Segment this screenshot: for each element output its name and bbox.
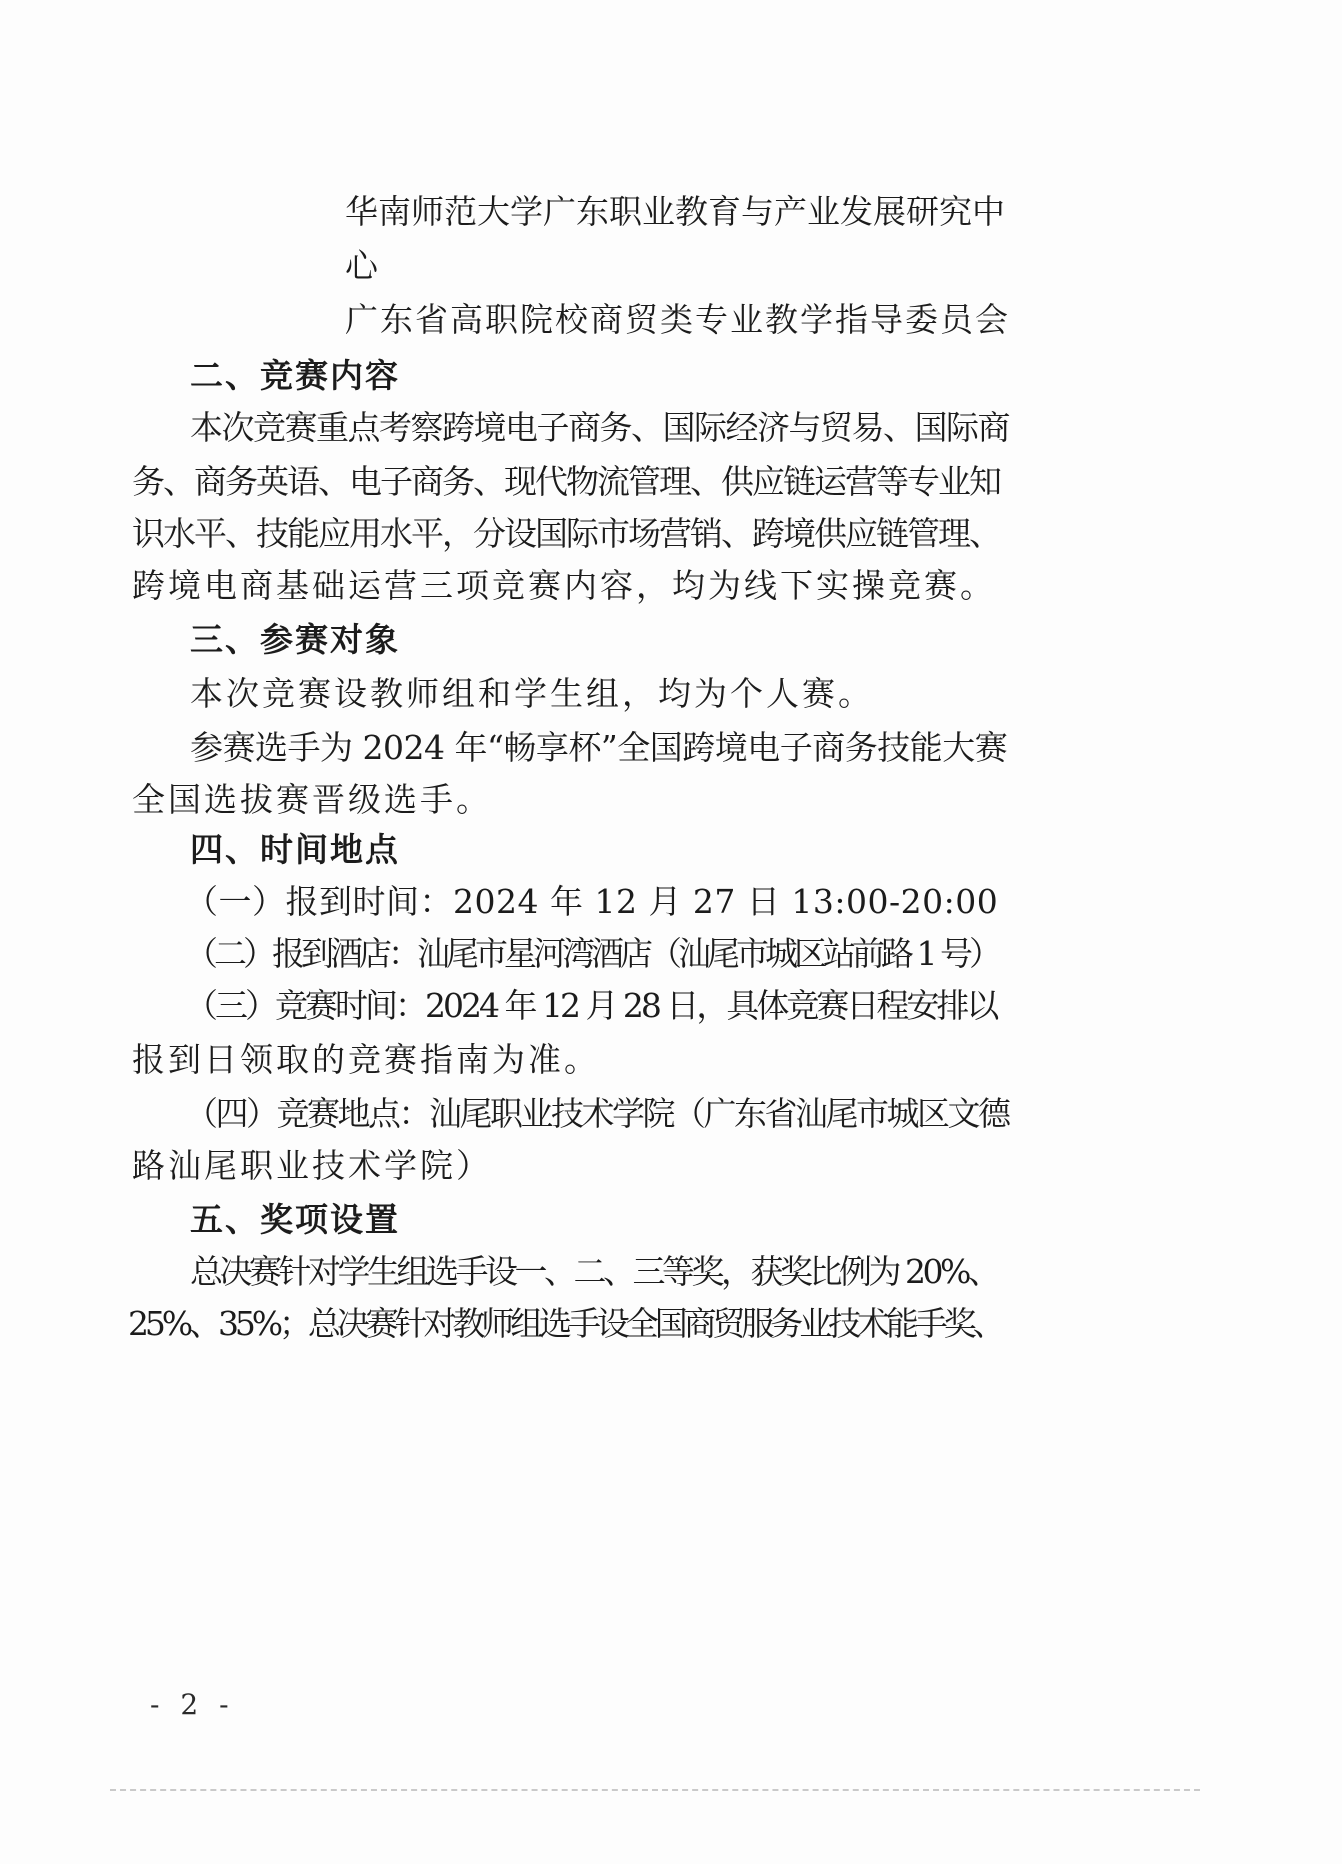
section-3-paragraph-2-line-2: 全国选拔赛晋级选手。 xyxy=(132,780,492,819)
organizer-line-1: 华南师范大学广东职业教育与产业发展研究中 xyxy=(345,192,1005,231)
section-2-paragraph-line-3: 识水平、技能应用水平，分设国际市场营销、跨境供应链管理、 xyxy=(132,514,1000,553)
section-5-heading: 五、奖项设置 xyxy=(190,1200,400,1239)
section-4-item-4-line-1: （四）竞赛地点：汕尾职业技术学院（广东省汕尾市城区文德 xyxy=(185,1094,1009,1133)
section-2-heading: 二、竞赛内容 xyxy=(190,356,400,395)
section-4-item-3-line-1: （三）竞赛时间：2024 年 12 月 28 日，具体竞赛日程安排以 xyxy=(185,986,997,1025)
section-4-item-2: （二）报到酒店：汕尾市星河湾酒店（汕尾市城区站前路 1 号） xyxy=(185,934,998,973)
section-3-paragraph-1: 本次竞赛设教师组和学生组，均为个人赛。 xyxy=(190,674,874,713)
section-4-item-1: （一）报到时间：2024 年 12 月 27 日 13:00-20:00 xyxy=(185,882,999,921)
section-4-item-3-line-2: 报到日领取的竞赛指南为准。 xyxy=(132,1040,600,1079)
section-2-paragraph-line-4: 跨境电商基础运营三项竞赛内容，均为线下实操竞赛。 xyxy=(132,566,996,605)
organizer-line-2: 广东省高职院校商贸类专业教学指导委员会 xyxy=(345,300,1010,339)
section-5-paragraph-line-1: 总决赛针对学生组选手设一、二、三等奖，获奖比例为 20%、 xyxy=(190,1252,998,1291)
section-4-item-4-line-2: 路汕尾职业技术学院） xyxy=(132,1146,492,1185)
page-number: - 2 - xyxy=(150,1688,235,1721)
section-2-paragraph-line-1: 本次竞赛重点考察跨境电子商务、国际经济与贸易、国际商 xyxy=(190,408,1009,447)
section-3-paragraph-2-line-1: 参赛选手为 2024 年“畅享杯”全国跨境电子商务技能大赛 xyxy=(190,728,1008,767)
section-2-paragraph-line-2: 务、商务英语、电子商务、现代物流管理、供应链运营等专业知 xyxy=(132,462,1000,501)
section-4-heading: 四、时间地点 xyxy=(190,830,400,869)
organizer-line-1-continued: 心 xyxy=(345,246,381,285)
section-5-paragraph-line-2: 25%、35%；总决赛针对教师组选手设全国商贸服务业技术能手奖、 xyxy=(128,1304,1002,1343)
section-3-heading: 三、参赛对象 xyxy=(190,620,400,659)
footer-divider xyxy=(110,1789,1200,1791)
